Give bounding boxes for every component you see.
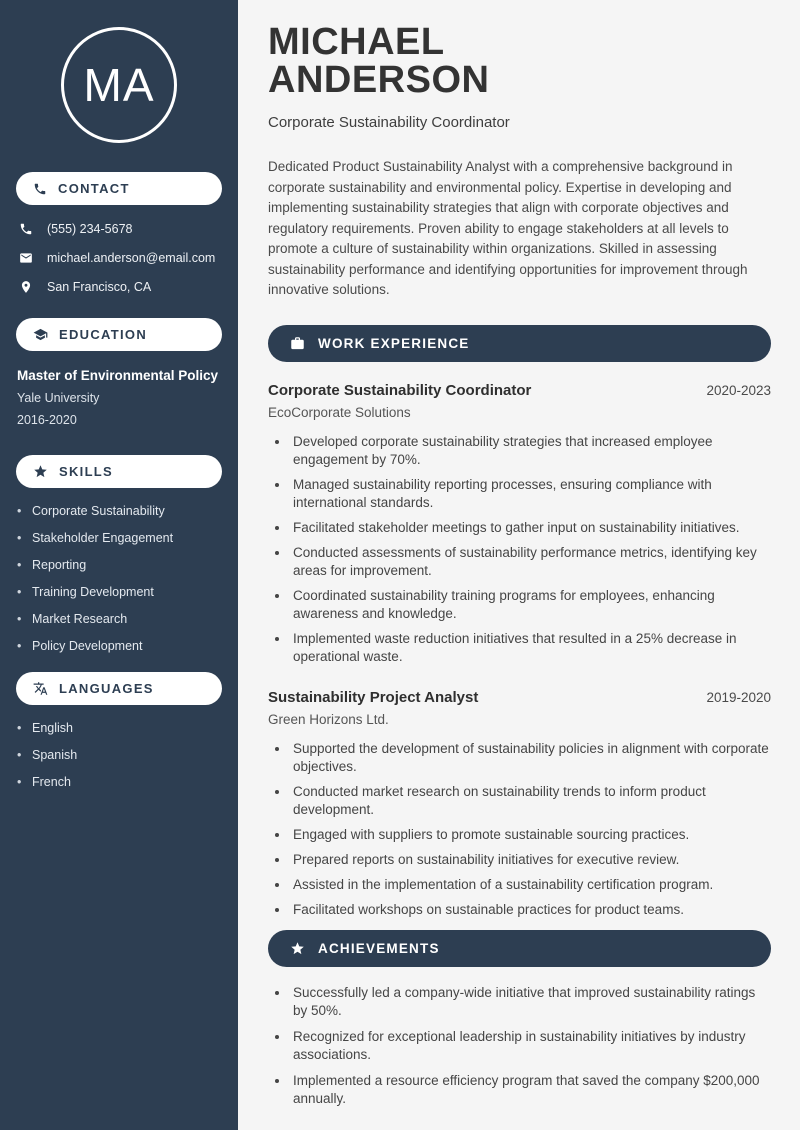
job-bullet-list (268, 740, 771, 919)
education-school: Yale University (17, 391, 100, 405)
languages-list (17, 721, 222, 789)
graduation-cap-icon (33, 327, 48, 342)
job-bullet: • Facilitated workshops on sustainable practices for product teams. (290, 901, 771, 919)
languages-section-header (16, 672, 222, 705)
star-icon (33, 464, 48, 479)
mail-icon (19, 251, 33, 265)
education-degree: Master of Environmental Policy (17, 368, 219, 383)
name-heading (268, 23, 771, 99)
job-bullet: • Engaged with suppliers to promote sustainable sourcing practices. (290, 826, 771, 844)
job-bullet: • Assisted in the implementation of a sustainability certification program. (290, 876, 771, 894)
job-bullet: • Conducted assessments of sustainability performance metrics, identifying key areas for improvement. (290, 544, 771, 580)
skill-item: • Policy Development (17, 639, 222, 653)
education-years: 2016-2020 (17, 413, 77, 427)
job-bullet: • Developed corporate sustainability strategies that increased employee engagement by 70%. (290, 433, 771, 469)
professional-summary: Dedicated Product Sustainability Analyst with a comprehensive background in corporate sustainability and environmental policy. Expertise in developing and implementing sustainability strategies that align with corporate objectives and regulatory requirements. Proven ability to engage stakeholders at all levels to promote a culture of sustainability within organizations. Skilled in assessing sustainability performance and identifying opportunities for improvement through innovative solutions. (268, 159, 748, 297)
skills-section-header (16, 455, 222, 488)
work-experience-heading: WORK EXPERIENCE (318, 335, 470, 351)
job-bullet: • Facilitated stakeholder meetings to gather input on sustainability initiatives. (290, 519, 771, 537)
briefcase-icon (290, 336, 305, 351)
star-icon (290, 941, 305, 956)
sidebar (0, 0, 238, 1130)
phone-icon (33, 182, 47, 196)
current-job-title: Corporate Sustainability Coordinator (268, 114, 510, 131)
job-entry (268, 382, 771, 666)
contact-row-email (19, 251, 222, 265)
avatar-initials: MA (83, 59, 155, 111)
job-header (268, 689, 771, 706)
job-company: Green Horizons Ltd. (268, 711, 389, 727)
first-name: MICHAEL (268, 21, 445, 63)
languages-heading: LANGUAGES (59, 681, 154, 696)
achievement-item: • Implemented a resource efficiency program that saved the company $200,000 annually. (290, 1072, 771, 1108)
contact-list (19, 222, 222, 294)
translate-icon (33, 681, 48, 696)
job-bullet: • Conducted market research on sustainability trends to inform product development. (290, 783, 771, 819)
skill-item: • Market Research (17, 612, 222, 626)
contact-heading: CONTACT (58, 181, 130, 196)
achievements-section-header (268, 930, 771, 967)
job-title: Sustainability Project Analyst (268, 688, 479, 706)
last-name: ANDERSON (268, 59, 490, 101)
map-pin-icon (19, 280, 33, 294)
language-item: • French (17, 775, 222, 789)
job-entry (268, 689, 771, 919)
education-section-header (16, 318, 222, 351)
contact-row-phone (19, 222, 222, 236)
phone-icon (19, 222, 33, 236)
job-company: EcoCorporate Solutions (268, 404, 411, 420)
location-value: San Francisco, CA (47, 280, 152, 294)
job-title: Corporate Sustainability Coordinator (268, 381, 532, 399)
education-heading: EDUCATION (59, 327, 148, 342)
work-experience-section-header (268, 325, 771, 362)
job-bullet: • Coordinated sustainability training programs for employees, enhancing awareness and knowledge. (290, 587, 771, 623)
job-bullet: • Managed sustainability reporting processes, ensuring compliance with international standards. (290, 476, 771, 512)
education-entry (17, 368, 222, 427)
job-period: 2020-2023 (706, 382, 771, 398)
achievements-heading: ACHIEVEMENTS (318, 940, 440, 956)
skill-item: • Training Development (17, 585, 222, 599)
language-item: • English (17, 721, 222, 735)
skill-item: • Reporting (17, 558, 222, 572)
contact-section-header (16, 172, 222, 205)
job-header (268, 382, 771, 399)
job-period: 2019-2020 (706, 689, 771, 705)
skills-list (17, 504, 222, 653)
avatar (61, 27, 177, 143)
email-value: michael.anderson@email.com (47, 251, 216, 265)
job-bullet-list (268, 433, 771, 666)
job-bullet: • Implemented waste reduction initiatives that resulted in a 25% decrease in operational waste. (290, 630, 771, 666)
contact-row-location (19, 280, 222, 294)
achievement-item: • Recognized for exceptional leadership in sustainability initiatives by industry associations. (290, 1028, 771, 1064)
job-bullet: • Supported the development of sustainability policies in alignment with corporate objectives. (290, 740, 771, 776)
achievements-list (268, 984, 771, 1108)
achievement-item: • Successfully led a company-wide initiative that improved sustainability ratings by 50%. (290, 984, 771, 1020)
skill-item: • Stakeholder Engagement (17, 531, 222, 545)
skills-heading: SKILLS (59, 464, 114, 479)
job-bullet: • Prepared reports on sustainability initiatives for executive review. (290, 851, 771, 869)
language-item: • Spanish (17, 748, 222, 762)
main-content (238, 0, 800, 1130)
phone-value: (555) 234-5678 (47, 222, 133, 236)
skill-item: • Corporate Sustainability (17, 504, 222, 518)
